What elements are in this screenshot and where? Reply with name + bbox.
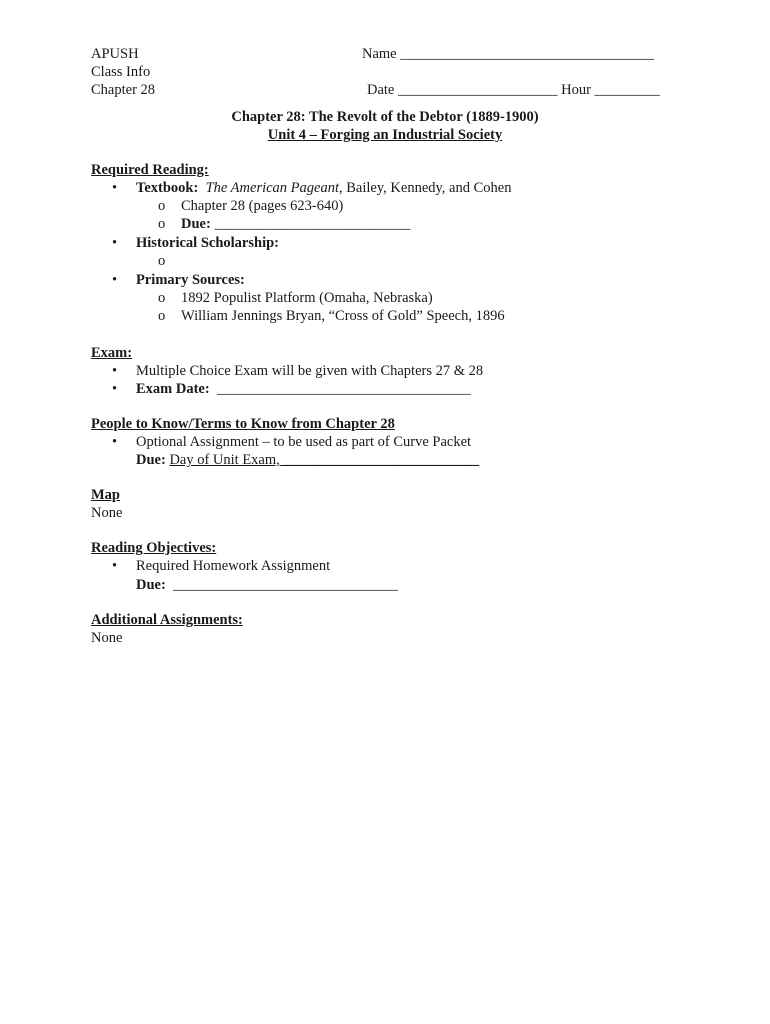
chapter-pages: Chapter 28 (pages 623-640): [181, 198, 344, 214]
map-heading: Map: [91, 487, 120, 503]
textbook-row: [91, 179, 691, 197]
primary-sources-label: Primary Sources:: [136, 272, 245, 288]
additional-heading: Additional Assignments:: [91, 612, 243, 628]
objectives-heading-row: [91, 539, 691, 557]
textbook-entry: [136, 179, 511, 197]
exam-date-blank: ___________________________________: [216, 381, 471, 397]
date-hour-field: Date ______________________ Hour _________: [367, 82, 660, 98]
sub-bullet-icon: o: [158, 290, 166, 306]
objectives-due: [136, 576, 398, 594]
exam-date-label: Exam Date:: [136, 381, 210, 397]
reading-due-blank: ___________________________: [214, 216, 411, 232]
bullet-icon: •: [112, 381, 118, 397]
primary-source-item: [91, 289, 691, 307]
textbook-authors: , Bailey, Kennedy, and Cohen: [339, 180, 512, 196]
primary-source-text: 1892 Populist Platform (Omaha, Nebraska): [181, 290, 433, 306]
additional-value: None: [91, 630, 123, 646]
sub-bullet-icon: o: [158, 308, 166, 324]
reading-due-label: Due:: [181, 216, 211, 232]
required-reading-heading-row: [91, 161, 691, 179]
primary-source-text: William Jennings Bryan, “Cross of Gold” Speech, 1896: [181, 308, 505, 324]
reading-due-row: [91, 215, 691, 233]
people-item: Optional Assignment – to be used as part of Curve Packet: [136, 434, 472, 450]
historical-label: Historical Scholarship:: [136, 235, 279, 251]
exam-info-row: [91, 362, 691, 380]
sub-bullet-icon: o: [158, 198, 166, 214]
additional-heading-row: [91, 611, 691, 629]
additional-value-row: [91, 629, 691, 647]
exam-heading: Exam:: [91, 345, 133, 361]
historical-empty-row: [91, 252, 691, 270]
exam-heading-row: [91, 344, 691, 362]
sub-bullet-icon: o: [158, 253, 166, 269]
objectives-due-row: [91, 576, 691, 594]
required-reading-heading: Required Reading:: [91, 162, 209, 178]
document-page: [91, 45, 691, 647]
bullet-icon: •: [112, 272, 118, 288]
doc-type-label: Class Info: [91, 64, 151, 80]
primary-sources-row: [91, 271, 691, 289]
header-row-2: [91, 63, 691, 81]
chapter-label: Chapter 28: [91, 82, 156, 98]
objectives-heading: Reading Objectives:: [91, 540, 217, 556]
map-heading-row: [91, 486, 691, 504]
objectives-due-label: Due:: [136, 577, 166, 593]
reading-due: [181, 215, 410, 233]
objectives-item: Required Homework Assignment: [136, 558, 331, 574]
exam-date: [136, 380, 471, 398]
people-due-row: [91, 451, 691, 469]
people-due-label: Due:: [136, 452, 166, 468]
unit-subtitle: [91, 126, 679, 144]
textbook-label: Textbook:: [136, 180, 199, 196]
exam-info: Multiple Choice Exam will be given with Chapters 27 & 28: [136, 363, 484, 379]
course-label: APUSH: [91, 46, 139, 62]
primary-source-item: [91, 307, 691, 325]
bullet-icon: •: [112, 363, 118, 379]
header-row-3: [91, 81, 691, 99]
bullet-icon: •: [112, 235, 118, 251]
bullet-icon: •: [112, 180, 118, 196]
unit-subtitle-text: Unit 4 – Forging an Industrial Society: [267, 127, 503, 143]
exam-date-row: [91, 380, 691, 398]
map-value-row: [91, 504, 691, 522]
header-row-1: [91, 45, 691, 63]
sub-bullet-icon: o: [158, 216, 166, 232]
people-item-row: [91, 433, 691, 451]
name-field: Name ___________________________________: [362, 46, 654, 62]
objectives-due-blank: _______________________________: [173, 577, 398, 593]
people-due: [136, 451, 479, 469]
map-value: None: [91, 505, 123, 521]
historical-row: [91, 234, 691, 252]
textbook-title: The American Pageant: [205, 180, 339, 196]
page-title: Chapter 28: The Revolt of the Debtor (1889-1900): [231, 109, 539, 125]
people-heading-row: [91, 415, 691, 433]
people-heading: People to Know/Terms to Know from Chapter 28: [91, 416, 395, 432]
people-due-value: Day of Unit Exam, ___________________________: [169, 452, 480, 468]
bullet-icon: •: [112, 434, 118, 450]
chapter-pages-row: [91, 197, 691, 215]
bullet-icon: •: [112, 558, 118, 574]
objectives-item-row: [91, 557, 691, 575]
